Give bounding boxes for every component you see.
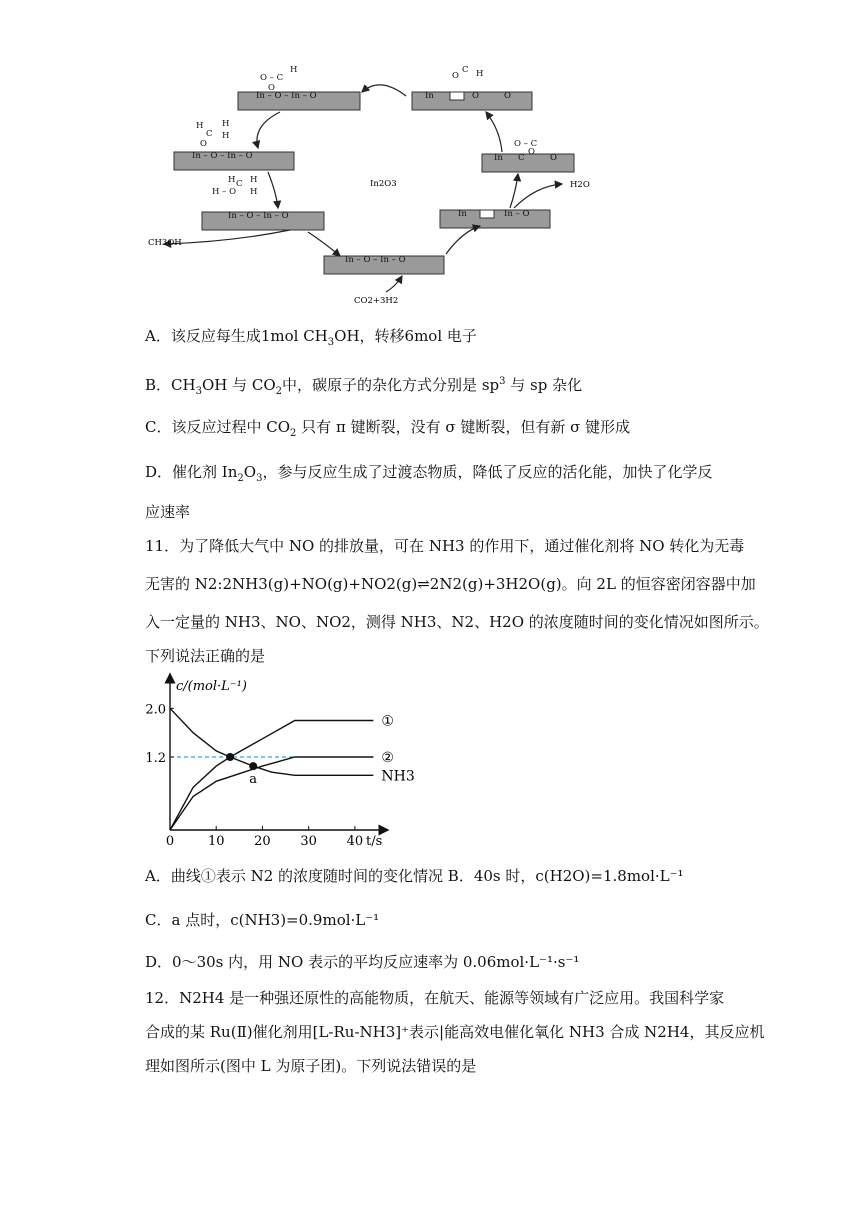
svg-text:In: In xyxy=(494,153,503,163)
svg-text:In – O – In – O: In – O – In – O xyxy=(192,151,253,161)
catalytic-cycle-figure xyxy=(140,58,600,314)
y-tick-label: 1.2 xyxy=(145,751,166,766)
svg-text:In – O – In – O: In – O – In – O xyxy=(345,255,406,265)
svg-text:H: H xyxy=(228,175,236,185)
svg-text:C: C xyxy=(236,179,243,189)
svg-text:H: H xyxy=(290,65,298,75)
point-label: a xyxy=(249,772,257,788)
q10-option-b: B．$CH_3OH$ 与 $CO_2$中，碳原子的杂化方式分别是 $sp^3$ 与 sp 杂化 xyxy=(145,376,583,397)
q10-option-d-cont: 应速率 xyxy=(145,503,191,521)
series-line-3 xyxy=(170,708,373,775)
q10-option-a: A．该反应每生成1mol $CH_3OH$，转移6mol 电子 xyxy=(145,327,477,348)
q12-stem-2: 合成的某 Ru(Ⅱ)催化剂用[L-Ru-NH3]⁺表示|能高效电催化氧化 NH3 合成 N2H4，其反应机 xyxy=(145,1023,765,1041)
x-tick-label: 20 xyxy=(254,834,271,849)
svg-text:O: O xyxy=(550,153,557,163)
svg-text:H: H xyxy=(222,131,230,141)
svg-text:H: H xyxy=(250,187,258,197)
h2o-label: H2O xyxy=(570,180,590,190)
svg-text:O – C: O – C xyxy=(260,73,284,83)
svg-text:C: C xyxy=(518,153,525,163)
q10-option-c: C．该反应过程中 $CO_2$ 只有 π 键断裂，没有 σ 键断裂，但有新 σ 键形成 xyxy=(145,418,631,439)
svg-text:H – O: H – O xyxy=(212,187,237,197)
ch3oh-label: CH3OH xyxy=(148,238,182,248)
series-label-1: ① xyxy=(381,713,394,730)
q12-stem-1: 12．N2H4 是一种强还原性的高能物质，在航天、能源等领域有广泛应用。我国科学家 xyxy=(145,989,725,1007)
x-tick-label: 10 xyxy=(207,834,225,849)
svg-text:H: H xyxy=(476,69,484,79)
x-axis-label: t/s xyxy=(366,834,383,849)
svg-text:O – C: O – C xyxy=(514,139,538,149)
svg-text:In – O: In – O xyxy=(504,209,530,219)
q11-option-c: C．a 点时，c(NH3)=0.9mol·L⁻¹ xyxy=(145,911,380,929)
q11-option-d: D．0～30s 内，用 NO 表示的平均反应速率为 0.06mol·L⁻¹·s⁻¹ xyxy=(145,953,580,971)
q12-stem-3: 理如图所示(图中 L 为原子团)。下列说法错误的是 xyxy=(145,1057,477,1075)
data-point-1 xyxy=(226,753,234,761)
series-line-2 xyxy=(170,757,373,830)
q11-stem-4: 下列说法正确的是 xyxy=(145,647,266,665)
q11-stem-3: 入一定量的 NH3、NO、NO2，测得 NH3、N2、H2O 的浓度随时间的变化情况如图所示。 xyxy=(145,613,769,631)
svg-text:H: H xyxy=(222,119,230,129)
svg-text:In: In xyxy=(458,209,467,219)
x-tick-label: 40 xyxy=(346,834,364,849)
svg-text:C: C xyxy=(206,129,213,139)
data-point-2 xyxy=(249,762,257,770)
svg-text:O: O xyxy=(200,139,207,149)
y-tick-label: 2.0 xyxy=(145,702,166,718)
svg-text:In – O – In – O: In – O – In – O xyxy=(228,211,289,221)
svg-text:In – O – In – O: In – O – In – O xyxy=(256,91,317,101)
series-label-2: ② xyxy=(381,750,394,766)
svg-text:O: O xyxy=(472,91,479,101)
x-tick-label: 0 xyxy=(165,834,175,849)
center-label: In2O3 xyxy=(370,179,397,189)
q11-options-ab: A．曲线①表示 N2 的浓度随时间的变化情况 B．40s 时，c(H2O)=1.8mol·L⁻¹ xyxy=(145,867,684,885)
svg-text:C: C xyxy=(462,65,469,75)
q10-option-d: D．催化剂 $In_2O_3$，参与反应生成了过渡态物质，降低了反应的活化能，加快了化学反 xyxy=(145,463,713,484)
slab-mid-right xyxy=(440,210,550,228)
svg-text:O: O xyxy=(268,83,275,93)
y-axis-label: c/(mol·L⁻¹) xyxy=(176,679,247,694)
svg-text:O: O xyxy=(452,71,459,81)
reactant-label: CO2+3H2 xyxy=(354,296,399,306)
series-label-3: NH3 xyxy=(381,768,415,785)
q11-stem-1: 11．为了降低大气中 NO 的排放量，可在 NH3 的作用下，通过催化剂将 NO 转化为无毒 xyxy=(145,537,745,555)
x-tick-label: 30 xyxy=(300,834,317,849)
svg-text:In: In xyxy=(425,91,434,101)
concentration-time-chart xyxy=(140,670,415,849)
svg-text:H: H xyxy=(196,121,204,131)
svg-text:H: H xyxy=(250,175,258,185)
svg-text:O: O xyxy=(528,147,535,157)
q11-stem-2: 无害的 N2:2NH3(g)+NO(g)+NO2(g)⇌2N2(g)+3H2O(g)。向 2L 的恒容密闭容器中加 xyxy=(145,575,756,593)
svg-text:O: O xyxy=(504,91,511,101)
